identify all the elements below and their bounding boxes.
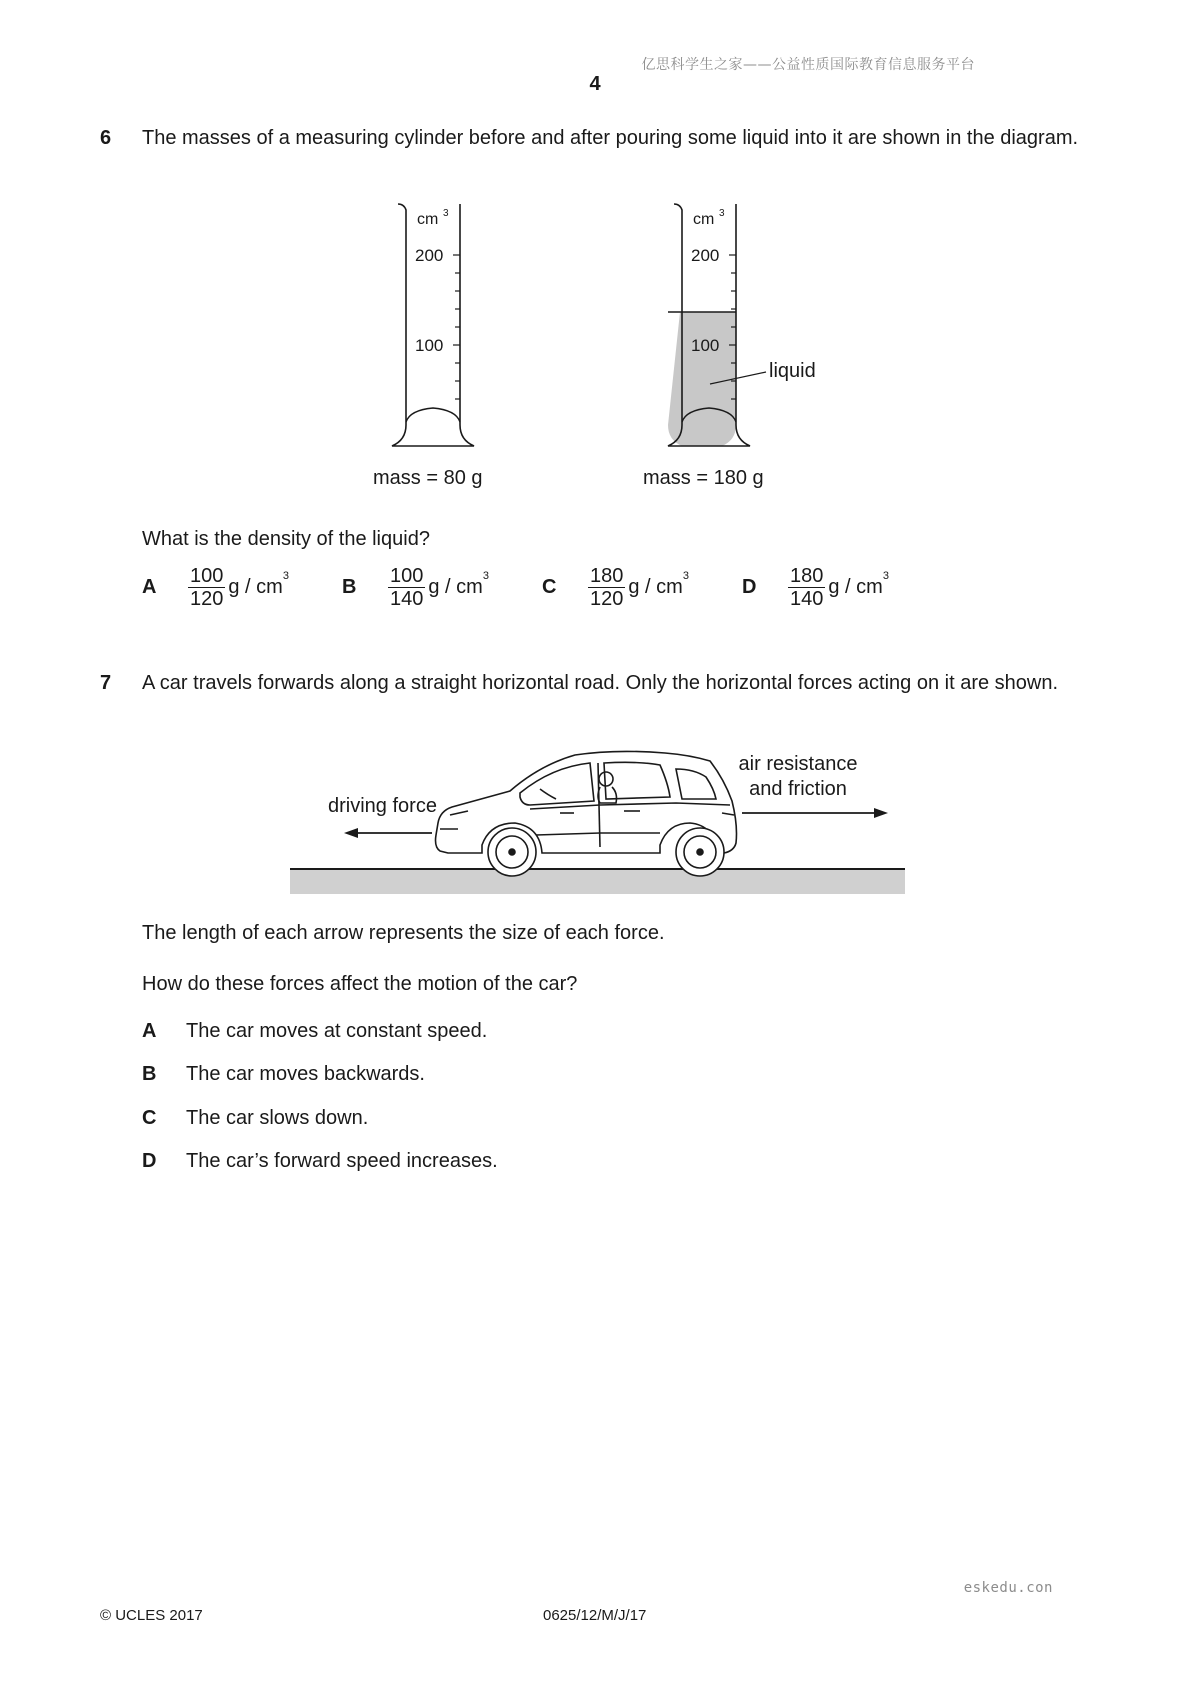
- q7-option-c-text: The car slows down.: [186, 1107, 369, 1129]
- measuring-cylinders-diagram: [0, 190, 1190, 510]
- q6-option-d-denominator: 140: [790, 588, 824, 610]
- question-7-note: The length of each arrow represents the size of each force.: [142, 922, 665, 944]
- q6-option-b-numerator: 100: [390, 565, 424, 587]
- empty-cylinder: [392, 204, 474, 446]
- q6-option-c-fraction: [588, 565, 625, 610]
- question-7-number: 7: [100, 672, 112, 694]
- q6-option-c-letter: C: [542, 576, 557, 598]
- q6-option-c-numerator: 180: [590, 565, 624, 587]
- q7-option-d[interactable]: [142, 1150, 498, 1173]
- q6-option-b-fraction: [388, 565, 425, 610]
- mass-full-label: mass = 180 g: [643, 467, 764, 489]
- q6-option-d-fraction: [788, 565, 825, 610]
- q6-option-a-unit-exp: 3: [282, 570, 289, 582]
- q7-option-d-text: The car’s forward speed increases.: [186, 1150, 498, 1172]
- car-forces-diagram: [0, 735, 1190, 905]
- q7-option-c-letter: C: [142, 1107, 157, 1129]
- liquid-label: liquid: [769, 360, 816, 382]
- filled-cylinder-200-mark: 200: [691, 246, 720, 265]
- q7-option-b-text: The car moves backwards.: [186, 1063, 425, 1085]
- driving-force-arrow: [344, 828, 432, 838]
- question-7-prompt: How do these forces affect the motion of the car?: [142, 973, 578, 995]
- q7-option-a[interactable]: [142, 1020, 487, 1043]
- q6-option-d[interactable]: [742, 565, 889, 610]
- q6-option-c[interactable]: [542, 565, 689, 610]
- question-7-text: A car travels forwards along a straight horizontal road. Only the horizontal forces acting on it are shown.: [142, 672, 1059, 694]
- q6-option-c-unit-exp: 3: [682, 570, 689, 582]
- footer-url: eskedu.con: [963, 1580, 1053, 1596]
- resistance-label-line2: and friction: [749, 778, 847, 800]
- resistance-label-line1: air resistance: [738, 753, 858, 775]
- question-6-prompt: What is the density of the liquid?: [142, 528, 430, 550]
- q6-option-a-fraction: [188, 565, 225, 610]
- q6-option-c-denominator: 120: [590, 588, 624, 610]
- rear-wheel: [676, 828, 724, 876]
- q6-option-d-unit: g / cm: [828, 576, 883, 598]
- empty-cylinder-100-mark: 100: [415, 336, 444, 355]
- empty-cylinder-unit-exp: 3: [443, 208, 449, 219]
- driving-force-label: driving force: [328, 795, 437, 817]
- empty-cylinder-unit: cm: [417, 211, 439, 228]
- q6-option-b-letter: B: [342, 576, 357, 598]
- question-6-number: 6: [100, 127, 112, 149]
- filled-cylinder-unit: cm: [693, 211, 715, 228]
- q7-option-a-text: The car moves at constant speed.: [186, 1020, 488, 1042]
- q7-option-c[interactable]: [142, 1107, 368, 1130]
- q6-option-c-unit: g / cm: [628, 576, 683, 598]
- footer-paper-code: 0625/12/M/J/17: [543, 1607, 647, 1624]
- resistance-force-arrow: [742, 808, 888, 818]
- question-6-text: The masses of a measuring cylinder before and after pouring some liquid into it are shown in the diagram.: [142, 127, 1079, 149]
- q6-option-a-unit: g / cm: [228, 576, 283, 598]
- filled-cylinder-unit-exp: 3: [719, 208, 725, 219]
- q6-option-a-denominator: 120: [190, 588, 224, 610]
- mass-empty-label: mass = 80 g: [373, 467, 483, 489]
- empty-cylinder-200-mark: 200: [415, 246, 444, 265]
- front-wheel: [488, 828, 536, 876]
- q6-option-a-numerator: 100: [190, 565, 224, 587]
- q7-option-b[interactable]: [142, 1063, 425, 1086]
- q6-option-b[interactable]: [342, 565, 489, 610]
- q6-option-b-denominator: 140: [390, 588, 424, 610]
- q6-option-d-unit-exp: 3: [882, 570, 889, 582]
- q6-option-b-unit-exp: 3: [482, 570, 489, 582]
- q6-option-a[interactable]: [142, 565, 289, 610]
- q6-option-d-letter: D: [742, 576, 757, 598]
- q7-option-b-letter: B: [142, 1063, 157, 1085]
- road-surface: [290, 869, 905, 894]
- q7-option-d-letter: D: [142, 1150, 157, 1172]
- q7-option-a-letter: A: [142, 1020, 157, 1042]
- q6-option-b-unit: g / cm: [428, 576, 483, 598]
- q6-option-a-letter: A: [142, 576, 157, 598]
- q6-option-d-numerator: 180: [790, 565, 824, 587]
- filled-cylinder-100-mark: 100: [691, 336, 720, 355]
- filled-cylinder: [668, 204, 816, 446]
- watermark-text: 亿思科学生之家——公益性质国际教育信息服务平台: [641, 57, 975, 73]
- footer-copyright: © UCLES 2017: [100, 1607, 203, 1624]
- page-number: 4: [589, 73, 601, 95]
